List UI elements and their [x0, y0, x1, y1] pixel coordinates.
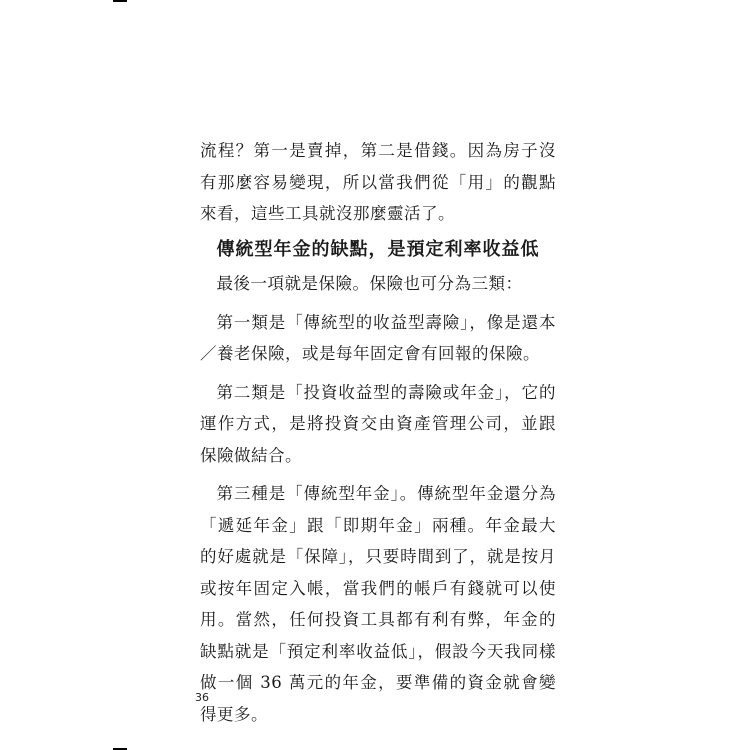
body-text-block	[200, 268, 556, 730]
crop-mark-top	[113, 0, 127, 2]
page-number: 36	[195, 691, 209, 704]
paragraph-type-three: 第三種是「傳統型年金」。傳統型年金還分為「遞延年金」跟「即期年金」兩種。年金最大的好處就是「保障」，只要時間到了，就是按月或按年固定入帳，當我們的帳戶有錢就可以使用。當然，任何投資工具都有利有弊，年金的缺點就是「預定利率收益低」，假設今天我同樣做一個 36 萬元的年金，要準備的資金就會變得更多。	[200, 484, 556, 724]
intro-text-block	[200, 135, 556, 230]
paragraph-insurance-intro: 最後一項就是保險。保險也可分為三類：	[216, 274, 523, 293]
paragraph-type-one: 第一類是「傳統型的收益型壽險」，像是還本／養老保險，或是每年固定會有回報的保險。	[200, 312, 556, 363]
intro-paragraph: 流程？第一是賣掉，第二是借錢。因為房子沒有那麼容易變現，所以當我們從「用」的觀點來看，這些工具就沒那麼靈活了。	[200, 141, 556, 223]
section-heading: 傳統型年金的缺點，是預定利率收益低	[216, 239, 540, 260]
paragraph-type-two: 第二類是「投資收益型的壽險或年金」，它的運作方式，是將投資交由資產管理公司，並跟保險做結合。	[200, 382, 556, 465]
